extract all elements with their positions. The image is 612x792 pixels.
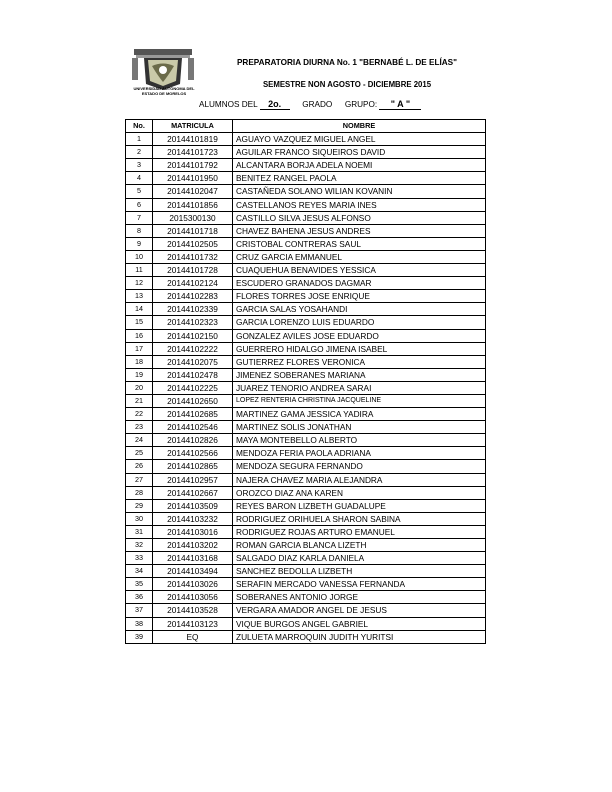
table-row <box>126 237 486 250</box>
row-nombre: VIQUE BURGOS ANGEL GABRIEL <box>233 617 486 630</box>
table-row <box>126 290 486 303</box>
row-number: 29 <box>126 499 153 512</box>
row-nombre: BENITEZ RANGEL PAOLA <box>233 172 486 185</box>
row-nombre: REYES BARON LIZBETH GUADALUPE <box>233 499 486 512</box>
row-nombre: CASTAÑEDA SOLANO WILIAN KOVANIN <box>233 185 486 198</box>
row-nombre: GARCIA LORENZO LUIS EDUARDO <box>233 316 486 329</box>
row-matricula: 20144101732 <box>153 250 233 263</box>
table-row <box>126 499 486 512</box>
table-row <box>126 525 486 538</box>
table-row <box>126 185 486 198</box>
row-matricula: 20144101819 <box>153 133 233 146</box>
table-row <box>126 447 486 460</box>
row-matricula: 20144102685 <box>153 408 233 421</box>
row-number: 37 <box>126 604 153 617</box>
group-value: " A " <box>379 99 421 110</box>
row-number: 30 <box>126 512 153 525</box>
row-number: 22 <box>126 408 153 421</box>
row-matricula: 20144103494 <box>153 565 233 578</box>
row-number: 10 <box>126 250 153 263</box>
table-row <box>126 159 486 172</box>
row-nombre: VERGARA AMADOR ANGEL DE JESUS <box>233 604 486 617</box>
column-header-no: No. <box>126 120 153 133</box>
table-row <box>126 460 486 473</box>
row-matricula: 20144103026 <box>153 578 233 591</box>
row-number: 20 <box>126 381 153 394</box>
table-row <box>126 224 486 237</box>
row-number: 36 <box>126 591 153 604</box>
row-number: 11 <box>126 264 153 277</box>
table-row <box>126 172 486 185</box>
row-matricula: 20144101728 <box>153 264 233 277</box>
row-matricula: 20144102222 <box>153 342 233 355</box>
row-number: 17 <box>126 342 153 355</box>
row-matricula: 20144102505 <box>153 237 233 250</box>
row-matricula: 20144102667 <box>153 486 233 499</box>
row-number: 3 <box>126 159 153 172</box>
row-matricula: 20144103232 <box>153 512 233 525</box>
row-number: 13 <box>126 290 153 303</box>
table-row <box>126 264 486 277</box>
logo-caption-line2: ESTADO DE MORELOS <box>141 90 187 96</box>
row-nombre: AGUAYO VAZQUEZ MIGUEL ANGEL <box>233 133 486 146</box>
table-row <box>126 368 486 381</box>
row-matricula: 20144102124 <box>153 277 233 290</box>
table-row <box>126 578 486 591</box>
group-label: GRUPO: <box>344 100 378 109</box>
row-number: 32 <box>126 539 153 552</box>
table-row <box>126 565 486 578</box>
row-number: 33 <box>126 552 153 565</box>
column-header-matricula: MATRICULA <box>153 120 233 133</box>
row-matricula: 20144102225 <box>153 381 233 394</box>
table-row <box>126 591 486 604</box>
table-row <box>126 421 486 434</box>
row-number: 6 <box>126 198 153 211</box>
row-nombre: SERAFIN MERCADO VANESSA FERNANDA <box>233 578 486 591</box>
row-number: 27 <box>126 473 153 486</box>
row-number: 25 <box>126 447 153 460</box>
row-nombre: MENDOZA FERIA PAOLA ADRIANA <box>233 447 486 460</box>
row-nombre: SANCHEZ BEDOLLA LIZBETH <box>233 565 486 578</box>
row-nombre: RODRIGUEZ ROJAS ARTURO EMANUEL <box>233 525 486 538</box>
row-matricula: 20144102650 <box>153 394 233 407</box>
table-row <box>126 473 486 486</box>
row-matricula: 20144103016 <box>153 525 233 538</box>
row-number: 7 <box>126 211 153 224</box>
semester-title: SEMESTRE NON AGOSTO - DICIEMBRE 2015 <box>262 80 432 89</box>
row-number: 15 <box>126 316 153 329</box>
row-matricula: 20144102283 <box>153 290 233 303</box>
row-number: 31 <box>126 525 153 538</box>
row-nombre: AGUILAR FRANCO SIQUEIROS DAVID <box>233 146 486 159</box>
table-row <box>126 146 486 159</box>
table-row <box>126 316 486 329</box>
table-row <box>126 394 486 407</box>
table-header-row <box>126 120 486 133</box>
row-matricula: 20144103509 <box>153 499 233 512</box>
row-matricula: 20144102478 <box>153 368 233 381</box>
table-row <box>126 486 486 499</box>
row-nombre: ROMAN GARCIA BLANCA LIZETH <box>233 539 486 552</box>
table-row <box>126 250 486 263</box>
row-matricula: 20144103123 <box>153 617 233 630</box>
row-number: 8 <box>126 224 153 237</box>
row-number: 19 <box>126 368 153 381</box>
table-row <box>126 434 486 447</box>
table-row <box>126 604 486 617</box>
row-nombre: OROZCO DIAZ ANA KAREN <box>233 486 486 499</box>
table-row <box>126 617 486 630</box>
table-row <box>126 211 486 224</box>
table-row <box>126 355 486 368</box>
row-nombre: RODRIGUEZ ORIHUELA SHARON SABINA <box>233 512 486 525</box>
row-nombre: MAYA MONTEBELLO ALBERTO <box>233 434 486 447</box>
row-nombre: SOBERANES ANTONIO JORGE <box>233 591 486 604</box>
row-nombre: FLORES TORRES JOSE ENRIQUE <box>233 290 486 303</box>
grade-group-line <box>199 99 421 110</box>
row-matricula: 20144102075 <box>153 355 233 368</box>
row-matricula: 20144102150 <box>153 329 233 342</box>
row-number: 34 <box>126 565 153 578</box>
row-matricula: 20144101723 <box>153 146 233 159</box>
row-nombre: CRUZ GARCIA EMMANUEL <box>233 250 486 263</box>
row-matricula: 20144101792 <box>153 159 233 172</box>
grade-value: 2o. <box>260 99 290 110</box>
school-title: PREPARATORIA DIURNA No. 1 "BERNABÉ L. DE ELÍAS" <box>236 58 458 67</box>
row-matricula: 20144102957 <box>153 473 233 486</box>
row-number: 39 <box>126 630 153 643</box>
row-nombre: SALGADO DIAZ KARLA DANIELA <box>233 552 486 565</box>
row-nombre: CRISTOBAL CONTRERAS SAUL <box>233 237 486 250</box>
students-prefix: ALUMNOS DEL <box>199 100 258 109</box>
row-number: 14 <box>126 303 153 316</box>
row-matricula: 20144102865 <box>153 460 233 473</box>
table-row <box>126 630 486 643</box>
row-matricula: 20144101950 <box>153 172 233 185</box>
row-number: 1 <box>126 133 153 146</box>
row-nombre: CUAQUEHUA BENAVIDES YESSICA <box>233 264 486 277</box>
table-row <box>126 408 486 421</box>
row-matricula: 20144102826 <box>153 434 233 447</box>
grade-label: GRADO <box>302 100 333 109</box>
row-nombre: MENDOZA SEGURA FERNANDO <box>233 460 486 473</box>
logo-caption-line1: UNIVERSIDAD AUTÓNOMA DEL <box>133 86 195 91</box>
row-number: 24 <box>126 434 153 447</box>
row-matricula: EQ <box>153 630 233 643</box>
row-nombre: NAJERA CHAVEZ MARIA ALEJANDRA <box>233 473 486 486</box>
row-nombre: LOPEZ RENTERIA CHRISTINA JACQUELINE <box>233 394 486 407</box>
table-row <box>126 381 486 394</box>
table-row <box>126 552 486 565</box>
table-row <box>126 539 486 552</box>
university-logo-caption <box>124 87 204 96</box>
row-matricula: 20144103202 <box>153 539 233 552</box>
row-number: 38 <box>126 617 153 630</box>
row-matricula: 20144102047 <box>153 185 233 198</box>
row-matricula: 20144103056 <box>153 591 233 604</box>
row-nombre: JUAREZ TENORIO ANDREA SARAI <box>233 381 486 394</box>
row-number: 5 <box>126 185 153 198</box>
table-row <box>126 198 486 211</box>
student-list-table <box>125 119 486 644</box>
row-matricula: 20144102566 <box>153 447 233 460</box>
row-matricula: 20144103168 <box>153 552 233 565</box>
row-number: 18 <box>126 355 153 368</box>
row-number: 2 <box>126 146 153 159</box>
row-nombre: CASTILLO SILVA JESUS ALFONSO <box>233 211 486 224</box>
row-number: 12 <box>126 277 153 290</box>
row-nombre: CASTELLANOS REYES MARIA INES <box>233 198 486 211</box>
row-nombre: GONZALEZ AVILES JOSE EDUARDO <box>233 329 486 342</box>
row-matricula: 20144102339 <box>153 303 233 316</box>
row-matricula: 20144102323 <box>153 316 233 329</box>
table-row <box>126 277 486 290</box>
row-number: 9 <box>126 237 153 250</box>
row-number: 4 <box>126 172 153 185</box>
row-nombre: JIMENEZ SOBERANES MARIANA <box>233 368 486 381</box>
row-nombre: ALCANTARA BORJA ADELA NOEMI <box>233 159 486 172</box>
row-number: 26 <box>126 460 153 473</box>
row-nombre: CHAVEZ BAHENA JESUS ANDRES <box>233 224 486 237</box>
row-matricula: 20144101718 <box>153 224 233 237</box>
row-nombre: MARTINEZ SOLIS JONATHAN <box>233 421 486 434</box>
table-row <box>126 133 486 146</box>
row-number: 35 <box>126 578 153 591</box>
row-number: 21 <box>126 394 153 407</box>
row-nombre: ESCUDERO GRANADOS DAGMAR <box>233 277 486 290</box>
column-header-nombre: NOMBRE <box>233 120 486 133</box>
row-matricula: 20144101856 <box>153 198 233 211</box>
row-matricula: 20144103528 <box>153 604 233 617</box>
row-number: 23 <box>126 421 153 434</box>
row-matricula: 2015300130 <box>153 211 233 224</box>
row-nombre: ZULUETA MARROQUIN JUDITH YURITSI <box>233 630 486 643</box>
table-row <box>126 303 486 316</box>
row-nombre: GARCIA SALAS YOSAHANDI <box>233 303 486 316</box>
table-row <box>126 342 486 355</box>
row-nombre: MARTINEZ GAMA JESSICA YADIRA <box>233 408 486 421</box>
row-nombre: GUTIERREZ FLORES VERONICA <box>233 355 486 368</box>
row-number: 16 <box>126 329 153 342</box>
row-number: 28 <box>126 486 153 499</box>
row-nombre: GUERRERO HIDALGO JIMENA ISABEL <box>233 342 486 355</box>
table-row <box>126 512 486 525</box>
row-matricula: 20144102546 <box>153 421 233 434</box>
table-row <box>126 329 486 342</box>
